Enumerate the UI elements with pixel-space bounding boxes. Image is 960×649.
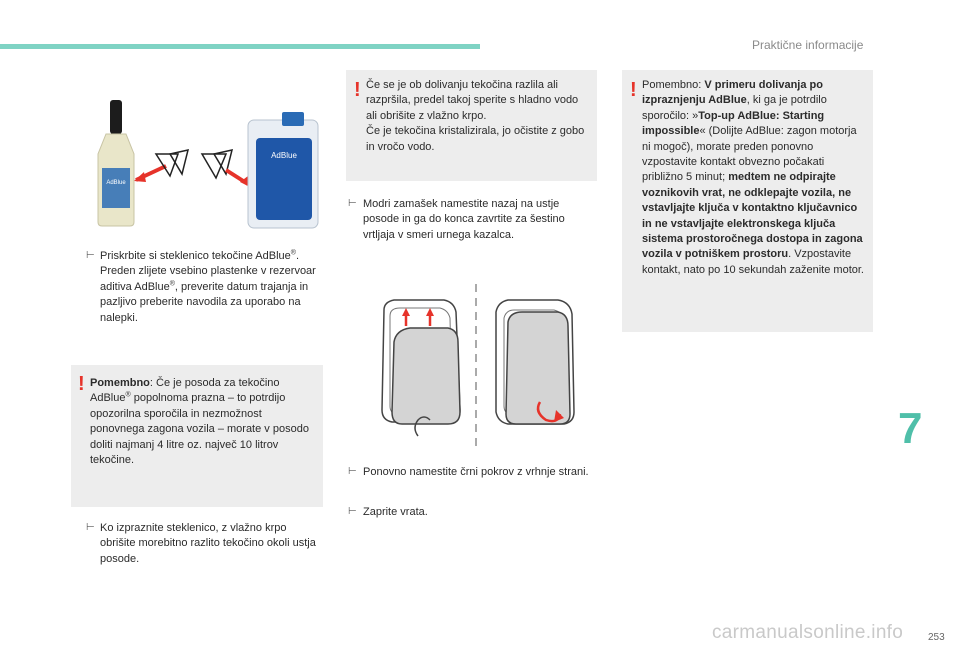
bullet-marker: ⊢ [348, 198, 357, 209]
step-reinstall-cover: Ponovno namestite črni pokrov z vrhnje strani. [363, 466, 589, 478]
bullet-marker: ⊢ [86, 522, 95, 533]
watermark: carmanualsonline.info [712, 622, 904, 643]
step-get-bottle: Priskrbite si steklenico tekočine AdBlue®. Preden zlijete vsebino plastenke v rezervoar aditiva AdBlue®, preverite datum trajanja in pazljivo preberite navodila za uporabo na nalepki. [100, 249, 316, 324]
warning-icon: ! [78, 373, 85, 395]
step-wipe-spill: Ko izpraznite steklenico, z vlažno krpo obrišite morebitno razlito tekočino okoli ustja posode. [100, 522, 316, 565]
bullet-marker: ⊢ [348, 466, 357, 477]
warning-icon: ! [354, 79, 361, 101]
adblue-bottle-canister-illustration [88, 98, 324, 230]
section-title: Praktične informacije [752, 38, 864, 52]
important-note-text: Pomembno: Če je posoda za tekočino AdBlue® popolnoma prazna – to potrdijo opozorilna sporočila in nezmožnost ponovnega zagona vozila – morate v posodo doliti najmanj 4 litre oz. največ 10 litrov tekočine. [90, 377, 309, 467]
header-accent-bar [0, 44, 480, 49]
restart-note-text: Pomembno: V primeru dolivanja po izpraznjenju AdBlue, ki ga je potrdilo sporočilo: »Top-up AdBlue: Starting impossible« (Dolijte AdBlue: zagon motorja ni mogoč), morate preden ponovno vzpostavite kontakt obvezno počakati približno 5 minut; medtem ne odpirajte voznikovih vrat, ne odklepajte vozila, ne vstavljajte ključa v kontaktno ključavnico in ne vstavljajte elektronskega ključa sistema prostoročnega dostopa in zagona vozila v potniškem prostoru. Vzpostavite kontakt, nato po 10 sekundah zaženite motor. [642, 79, 864, 276]
chapter-number: 7 [898, 404, 923, 453]
canister-label: AdBlue [271, 151, 297, 160]
spill-note-text: Če se je ob dolivanju tekočina razlila ali razpršila, predel takoj sperite s hladno vodo ali obrišite z vlažno krpo. Če je tekočina kristalizirala, jo očistite z gobo in vročo vodo. [366, 79, 585, 153]
step-close-door: Zaprite vrata. [363, 506, 428, 518]
step-replace-cap: Modri zamašek namestite nazaj na ustje posode in ga do konca zavrtite za šestino vrtljaja v smeri urnega kazalca. [363, 198, 565, 241]
bottle-label: AdBlue [106, 180, 126, 186]
warning-icon: ! [630, 79, 637, 101]
cover-illustration [362, 282, 584, 452]
bullet-marker: ⊢ [348, 506, 357, 517]
bullet-marker: ⊢ [86, 250, 95, 261]
page-number: 253 [928, 632, 945, 643]
